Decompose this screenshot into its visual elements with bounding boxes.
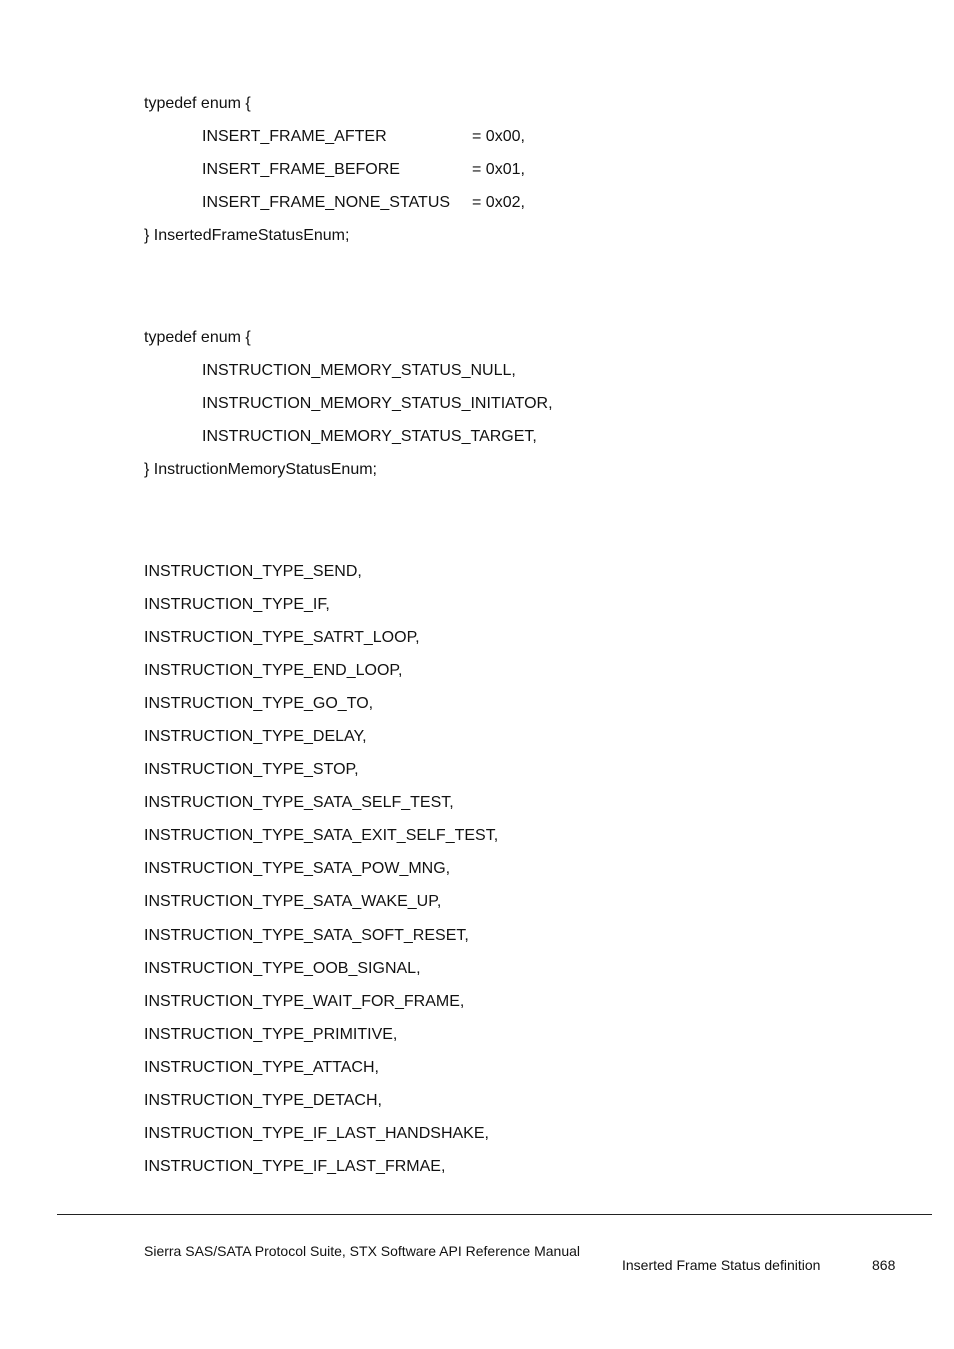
- instruction-type-item: INSTRUCTION_TYPE_IF_LAST_HANDSHAKE,: [144, 1125, 489, 1142]
- instruction-type-item: INSTRUCTION_TYPE_ATTACH,: [144, 1059, 379, 1076]
- instruction-type-item: INSTRUCTION_TYPE_SATA_EXIT_SELF_TEST,: [144, 827, 499, 844]
- instruction-type-item: INSTRUCTION_TYPE_PRIMITIVE,: [144, 1026, 398, 1043]
- block1-member-name: INSERT_FRAME_AFTER: [202, 128, 387, 145]
- instruction-type-item: INSTRUCTION_TYPE_SATA_WAKE_UP,: [144, 893, 442, 910]
- instruction-type-item: INSTRUCTION_TYPE_SATA_SELF_TEST,: [144, 794, 454, 811]
- footer-page-number: 868: [872, 1257, 896, 1273]
- instruction-type-item: INSTRUCTION_TYPE_DELAY,: [144, 728, 367, 745]
- footer-section-title: Inserted Frame Status definition: [622, 1257, 821, 1273]
- instruction-type-item: INSTRUCTION_TYPE_OOB_SIGNAL,: [144, 960, 421, 977]
- block1-close: } InsertedFrameStatusEnum;: [144, 227, 350, 244]
- block1-member-value: = 0x01,: [472, 161, 525, 178]
- block2-close: } InstructionMemoryStatusEnum;: [144, 461, 377, 478]
- footer-divider: [57, 1214, 932, 1215]
- footer-manual-title: Sierra SAS/SATA Protocol Suite, STX Software API Reference Manual: [144, 1243, 581, 1259]
- instruction-type-item: INSTRUCTION_TYPE_SEND,: [144, 563, 362, 580]
- block1-member-name: INSERT_FRAME_BEFORE: [202, 161, 400, 178]
- instruction-type-item: INSTRUCTION_TYPE_DETACH,: [144, 1092, 382, 1109]
- block2-member: INSTRUCTION_MEMORY_STATUS_NULL,: [202, 362, 516, 379]
- instruction-type-item: INSTRUCTION_TYPE_END_LOOP,: [144, 662, 403, 679]
- block1-open: typedef enum {: [144, 95, 251, 112]
- block1-member-value: = 0x02,: [472, 194, 525, 211]
- instruction-type-item: INSTRUCTION_TYPE_STOP,: [144, 761, 359, 778]
- instruction-type-item: INSTRUCTION_TYPE_GO_TO,: [144, 695, 374, 712]
- block2-member: INSTRUCTION_MEMORY_STATUS_TARGET,: [202, 428, 537, 445]
- block2-open: typedef enum {: [144, 329, 251, 346]
- instruction-type-item: INSTRUCTION_TYPE_WAIT_FOR_FRAME,: [144, 993, 465, 1010]
- instruction-type-item: INSTRUCTION_TYPE_IF,: [144, 596, 330, 613]
- block1-member-value: = 0x00,: [472, 128, 525, 145]
- block1-member-name: INSERT_FRAME_NONE_STATUS: [202, 194, 451, 211]
- instruction-type-item: INSTRUCTION_TYPE_SATA_POW_MNG,: [144, 860, 451, 877]
- block2-member: INSTRUCTION_MEMORY_STATUS_INITIATOR,: [202, 395, 553, 412]
- instruction-type-item: INSTRUCTION_TYPE_SATRT_LOOP,: [144, 629, 420, 646]
- instruction-type-item: INSTRUCTION_TYPE_IF_LAST_FRMAE,: [144, 1158, 446, 1175]
- instruction-type-item: INSTRUCTION_TYPE_SATA_SOFT_RESET,: [144, 927, 469, 944]
